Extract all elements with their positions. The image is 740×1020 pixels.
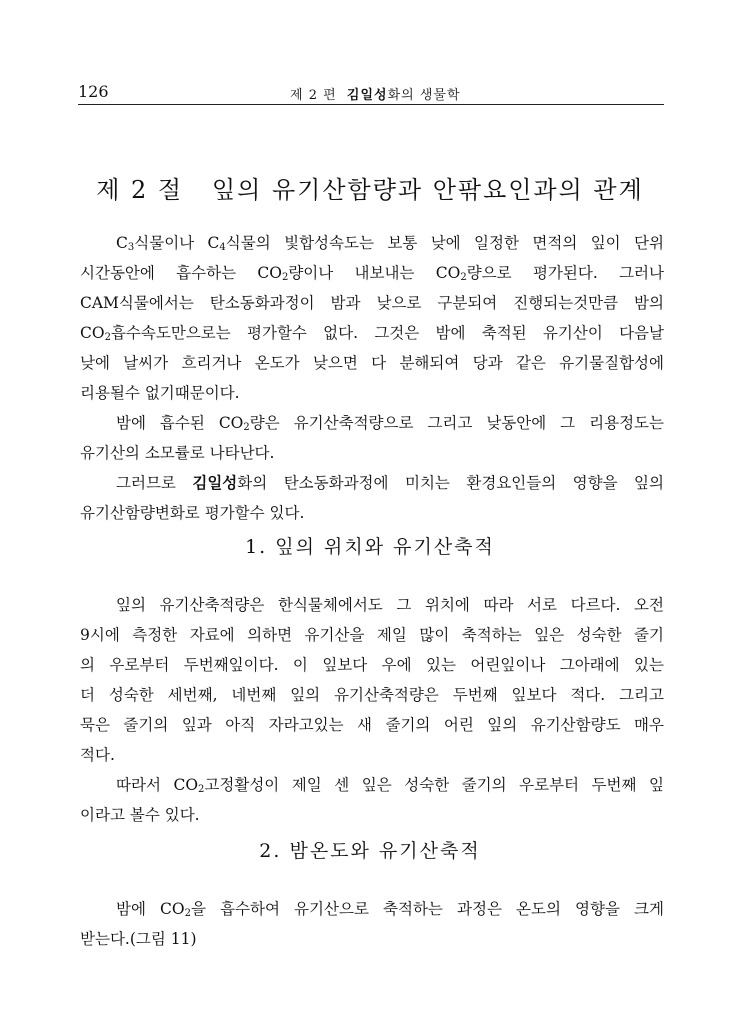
page-number: 126	[78, 82, 109, 101]
paragraph-line: 유기산함량변화로 평가할수 있다.	[80, 504, 305, 522]
paragraph-line: 의 우로부터 두번째잎이다. 이 잎보다 우에 있는 어린잎이나 그아래에 있는	[80, 656, 664, 674]
paragraph-line: 시간동안에 흡수하는 $CO_2$량이나 내보내는 $CO_2$량으로 평가된다. 그러나	[80, 264, 664, 283]
paragraph-line: $C_3$식물이나 $C_4$식물의 빛합성속도는 보통 낮에 일정한 면적의 잎이 단위	[116, 234, 664, 253]
paragraph-line: 적다.	[80, 746, 115, 764]
paragraph-line: CAM식물에서는 탄소동화과정이 밤과 낮으로 구분되여 진행되는것만큼 밤의	[80, 294, 664, 312]
section-title: 제 2 절 잎의 유기산함량과 안팎요인과의 관계	[96, 176, 644, 204]
paragraph-line: 리용될수 없기때문이다.	[80, 384, 240, 402]
paragraph-line: 9시에 측정한 자료에 의하면 유기산을 제일 많이 축적하는 잎은 성숙한 줄기	[80, 626, 664, 644]
paragraph-line: 이라고 볼수 있다.	[80, 806, 200, 824]
bold-term: 김일성	[192, 473, 238, 492]
paragraph-line: 잎의 유기산축적량은 한식물체에서도 그 위치에 따라 서로 다르다. 오전	[116, 596, 664, 614]
paragraph-line: $CO_2$흡수속도만으로는 평가할수 없다. 그것은 밤에 축적된 유기산이 다음날	[80, 324, 664, 343]
paragraph-line: 밤에 흡수된 $CO_2$량은 유기산축적량으로 그리고 낮동안에 그 리용정도는	[116, 414, 664, 433]
chapter-heading: 제 2 편 김일성화의 생물학	[290, 88, 461, 103]
paragraph-line: 낮에 날씨가 흐리거나 온도가 낮으면 다 분해되여 당과 같은 유기물질합성에	[80, 354, 664, 372]
running-head	[78, 80, 664, 105]
paragraph-line: 더 성숙한 세번째, 네번째 잎의 유기산축적량은 두번째 잎보다 적다. 그리고	[80, 686, 664, 704]
subsection-title-2: 2. 밤온도와 유기산축적	[259, 840, 481, 862]
paragraph-line: 유기산의 소모률로 나타난다.	[80, 444, 275, 462]
chapter-heading-bold: 김일성	[346, 88, 388, 103]
paragraph-line: 묵은 줄기의 잎과 아직 자라고있는 새 줄기의 어린 잎의 유기산함량도 매우	[80, 716, 664, 734]
paragraph-line: 밤에 $CO_2$을 흡수하여 유기산으로 축적하는 과정은 온도의 영향을 크게	[116, 900, 664, 919]
subsection-title-1: 1. 잎의 위치와 유기산축적	[245, 536, 495, 558]
paragraph-line: 그러므로 김일성화의 탄소동화과정에 미치는 환경요인들의 영향을 잎의	[116, 473, 664, 492]
paragraph-line: 따라서 $CO_2$고정활성이 제일 센 잎은 성숙한 줄기의 우로부터 두번째 잎	[116, 776, 664, 795]
paragraph-line: 받는다.(그림 11)	[80, 930, 197, 948]
